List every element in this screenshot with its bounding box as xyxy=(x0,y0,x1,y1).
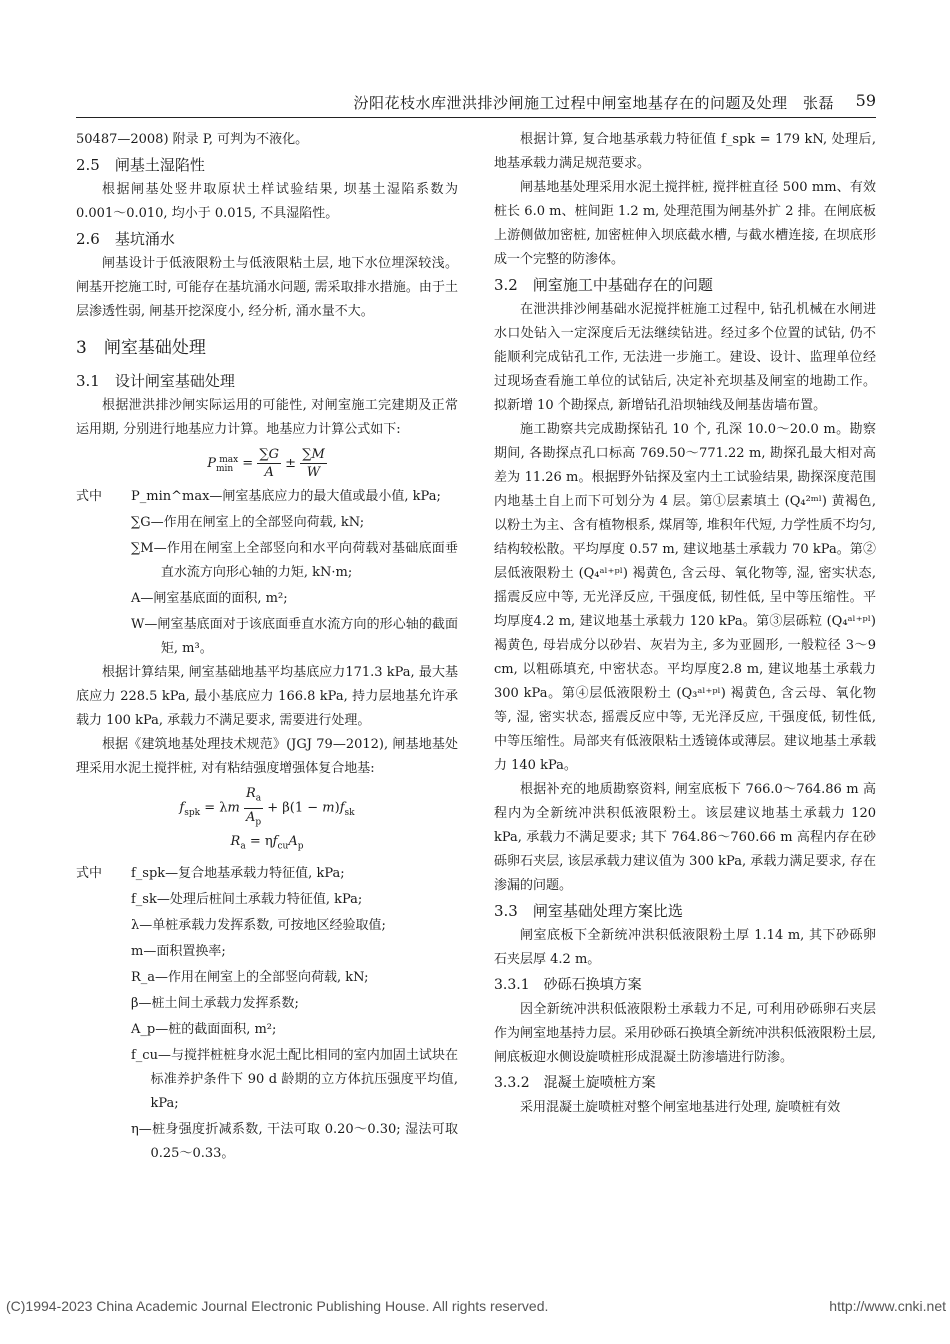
definition-item: η—桩身强度折减系数, 干法可取 0.20～0.30; 湿法可取 0.25～0.33。 xyxy=(131,1121,458,1161)
definition-item: ∑G—作用在闸室上的全部竖向荷载, kN; xyxy=(131,515,365,530)
definition-item: W—闸室基底面对于该底面垂直水流方向的形心轴的截面矩, m³。 xyxy=(131,617,458,656)
paragraph-2-6: 闸基设计于低液限粉土与低液限粘土层, 地下水位埋深较浅。闸基开挖施工时, 可能存在基坑涌水问题, 需采取排水措施。由于土层渗透性弱, 闸基开挖深度小, 经分析, 涌水量不大。 xyxy=(76,256,458,319)
definitions-stress xyxy=(76,485,458,661)
where-label: 式中 xyxy=(76,489,103,504)
heading-3: 3 闸室基础处理 xyxy=(76,338,206,358)
definition-item: R_a—作用在闸室上的全部竖向荷载, kN; xyxy=(131,969,369,985)
running-header xyxy=(76,92,876,118)
heading-3-3-1: 3.3.1 砂砾石换填方案 xyxy=(494,977,642,993)
definition-item: A_p—桩的截面面积, m²; xyxy=(131,1021,277,1037)
paragraph-3-1c: 根据《建筑地基处理技术规范》(JGJ 79—2012), 闸基地基处理采用水泥土搅拌桩, 对有粘结强度增强体复合地基: xyxy=(76,737,458,776)
right-column xyxy=(494,128,876,1120)
header-title: 汾阳花枝水库泄洪排沙闸施工过程中闸室地基存在的问题及处理 张磊 xyxy=(353,94,834,112)
definition-item: λ—单桩承载力发挥系数, 可按地区经验取值; xyxy=(131,917,386,933)
definition-item: m—面积置换率; xyxy=(131,943,226,959)
paragraph-geology: 根据补充的地质勘察资料, 闸室底板下 766.0～764.86 m 高程内为全新统冲洪积低液限粉土。该层建议地基土承载力 120 kPa, 承载力不满足要求; 其下 764.86～760.66 m 高程内存在砂砾卵石夹层, 该层承载力建议值为 300 kPa, 承载力满足要求, 存在渗漏的问题。 xyxy=(494,782,876,893)
footer-copyright: (C)1994-2023 China Academic Journal Electronic Publishing House. All rights reserved. xyxy=(6,1298,549,1314)
heading-3-2: 3.2 闸室施工中基础存在的问题 xyxy=(494,276,713,294)
footer xyxy=(6,1298,946,1314)
heading-2-6: 2.6 基坑涌水 xyxy=(76,230,175,248)
paragraph-survey: 施工勘察共完成勘探钻孔 10 个, 孔深 10.0～20.0 m。勘察期间, 各勘探点孔口标高 769.50～771.22 m, 勘探孔最大相对高差为 11.26 m。根据野外钻探及室内土工试验结果, 勘探深度范围内地基土自上而下可划分为 4 层。第①层素填土 (Q₄²ᵐˡ) 黄褐色, 以粉土为主、含有植物根系, 煤屑等, 堆积年代短, 力学性质不均匀, 结构较松散。平均厚度 0.57 m, 建议地基土承载力 70 kPa。第②层低液限粉土 (Q₄ᵃˡ⁺ᵖˡ) 褐黄色, 含云母、氧化物等, 湿, 密实状态, 摇震反应中等, 无光泽反应, 干强度低, 韧性低, 呈中等压缩性。平均厚度4.2 m, 建议地基土承载力 120 kPa。第③层砾粒 (Q₄ᵃˡ⁺ᵖˡ) 褐黄色, 母岩成分以砂岩、灰岩为主, 多为亚圆形, 一般粒径 3～9 cm, 以粗砾填充, 中密状态。平均厚度2.8 m, 建议地基土承载力 300 kPa。第④层低液限粉土 (Q₃ᵃˡ⁺ᵖˡ) 褐黄色, 含云母、氧化物等, 湿, 密实状态, 摇震反应中等, 无光泽反应, 干强度低, 韧性低, 中等压缩性。局部夹有低液限粘土透镜体或薄层。建议地基土承载力 140 kPa。 xyxy=(494,422,876,773)
heading-3-3: 3.3 闸室基础处理方案比选 xyxy=(494,902,683,920)
definition-item: ∑M—作用在闸室上全部竖向和水平向荷载对基础底面垂直水流方向形心轴的力矩, kN·m; xyxy=(131,541,458,580)
paragraph-3-1b: 根据计算结果, 闸室基础地基平均基底应力171.3 kPa, 最大基底应力 228.5 kPa, 最小基底应力 166.8 kPa, 持力层地基允许承载力 100 kPa, 承载力不满足要求, 需要进行处理。 xyxy=(76,665,458,728)
left-column xyxy=(76,128,458,1166)
definition-item: β—桩土间土承载力发挥系数; xyxy=(131,995,299,1011)
paragraph-result: 根据计算, 复合地基承载力特征值 f_spk = 179 kN, 处理后, 地基承载力满足规范要求。 xyxy=(494,132,876,171)
definition-item: A—闸室基底面的面积, m²; xyxy=(131,591,288,606)
definition-item: f_sk—处理后桩间土承载力特征值, kPa; xyxy=(131,891,363,907)
paragraph-mixing-pile: 闸基地基处理采用水泥土搅拌桩, 搅拌桩直径 500 mm、有效桩长 6.0 m、桩间距 1.2 m, 处理范围为闸基外扩 2 排。在闸底板上游侧做加密桩, 加密桩伸入坝底截水槽, 与截水槽连接, 在坝底形成一个完整的防渗体。 xyxy=(494,180,876,267)
where-label: 式中 xyxy=(76,865,103,881)
paragraph-3-3: 闸室底板下全新统冲洪积低液限粉土厚 1.14 m, 其下砂砾卵石夹层厚 4.2 m。 xyxy=(494,928,876,967)
paragraph-3-1a: 根据泄洪排沙闸实际运用的可能性, 对闸室施工完建期及正常运用期, 分别进行地基应力计算。地基应力计算公式如下: xyxy=(76,398,458,437)
page-number: 59 xyxy=(855,91,876,110)
paragraph-drilling-issue: 在泄洪排沙闸基础水泥搅拌桩施工过程中, 钻孔机械在水闸进水口处钻入一定深度后无法继续钻进。经过多个位置的试钻, 仍不能顺利完成钻孔工作, 无法进一步施工。建设、设计、监理单位经过现场查看施工单位的试钻后, 决定补充坝基及闸室的地勘工作。拟新增 10 个勘探点, 新增钻孔沿坝轴线及闸基齿墙布置。 xyxy=(494,302,876,413)
formula-composite: $f_{spk} = \lambda m$ $\frac{R_a}{A_p}$ + $\beta(1 - m)f_{sk}$ $R_a = \eta f_{cu}A_p$ xyxy=(179,786,355,852)
paragraph-2-5: 根据闸基处竖井取原状土样试验结果, 坝基土湿陷系数为 0.001～0.010, 均小于 0.015, 不具湿陷性。 xyxy=(76,182,458,221)
definition-item: f_spk—复合地基承载力特征值, kPa; xyxy=(131,865,345,881)
footer-url[interactable]: http://www.cnki.net xyxy=(829,1298,946,1314)
definition-item: P_min^max—闸室基底应力的最大值或最小值, kPa; xyxy=(131,489,441,504)
heading-3-1: 3.1 设计闸室基础处理 xyxy=(76,372,235,390)
heading-3-3-2: 3.3.2 混凝土旋喷桩方案 xyxy=(494,1075,656,1091)
paragraph-3-3-2: 采用混凝土旋喷桩对整个闸室地基进行处理, 旋喷桩有效 xyxy=(520,1100,841,1115)
definitions-composite xyxy=(76,862,458,1166)
formula-stress: $P_{min}^{max}$ = $\frac{\sum G}{A}$ ± $\frac{\sum M}{W}$ xyxy=(207,447,325,480)
heading-2-5: 2.5 闸基土湿陷性 xyxy=(76,156,205,174)
paragraph-continued: 50487—2008) 附录 P, 可判为不液化。 xyxy=(76,132,309,147)
paragraph-3-3-1: 因全新统冲洪积低液限粉土承载力不足, 可利用砂砾卵石夹层作为闸室地基持力层。采用砂砾石换填全新统冲洪积低液限粉土层, 闸底板迎水侧设旋喷桩形成混凝土防渗墙进行防渗。 xyxy=(494,1002,876,1065)
definition-item: f_cu—与搅拌桩桩身水泥土配比相同的室内加固土试块在标准养护条件下 90 d 龄期的立方体抗压强度平均值, kPa; xyxy=(131,1047,458,1111)
